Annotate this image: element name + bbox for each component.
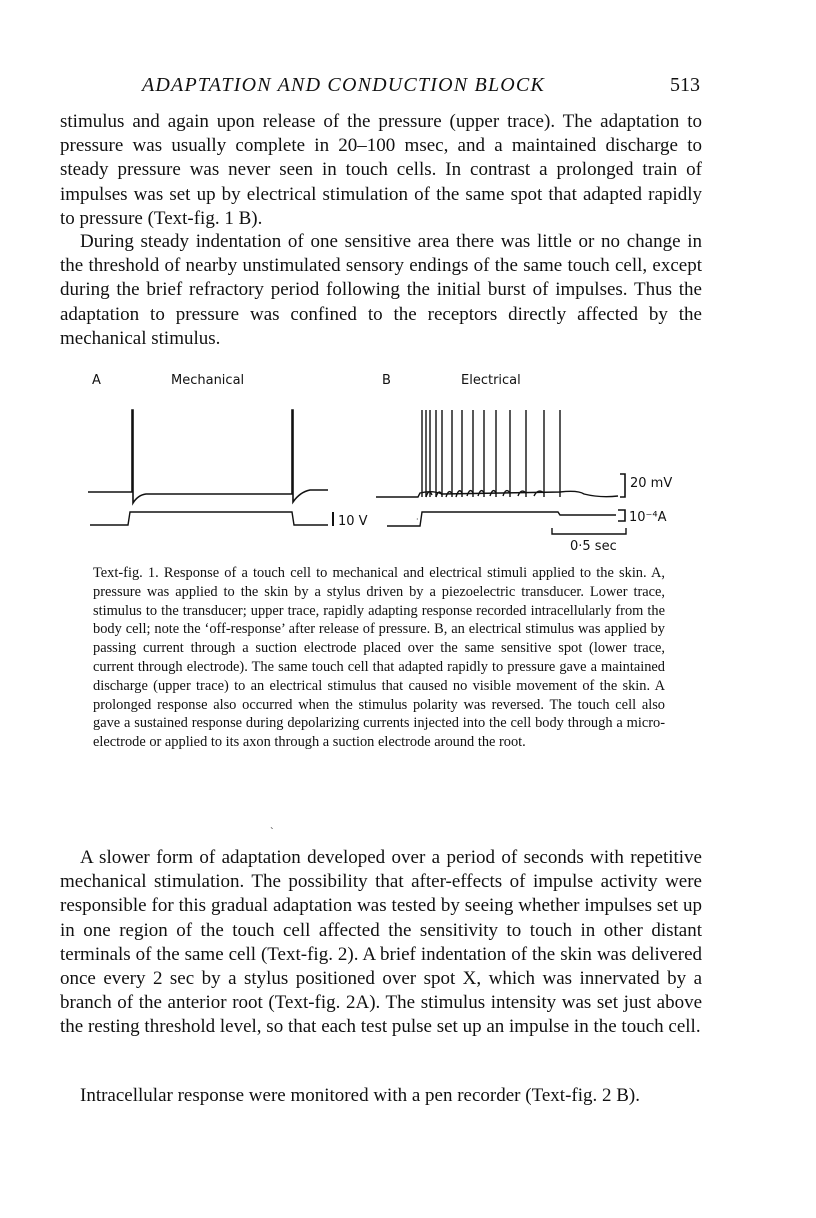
text-figure-1 xyxy=(60,360,720,560)
panel-b-current-trace xyxy=(387,512,616,526)
body-paragraph-4: Intracellular response were monitored with a pen recorder (Text-fig. 2 B). xyxy=(80,1085,640,1106)
panel-b-title: Electrical xyxy=(461,373,521,388)
figure-traces xyxy=(60,360,720,560)
panel-b-letter: B xyxy=(382,373,391,388)
panel-b-voltage-bracket xyxy=(620,474,625,497)
panel-a-letter: A xyxy=(92,373,101,388)
panel-a-response-trace xyxy=(88,410,328,503)
body-paragraph-1: stimulus and again upon release of the pressure (upper trace). The adaptation to pressure was usually complete in 20–100 msec, and a maintained discharge to steady pressure was never seen in touch cells. In contrast a prolonged train of impulses was set up by electrical stimulation of the same spot that adapted rapidly to pressure (Text-fig. 1 B). xyxy=(60,111,702,229)
stray-mark: ` xyxy=(270,826,274,838)
panel-b-current-bracket xyxy=(618,510,625,521)
running-head xyxy=(60,72,700,98)
figure-caption: Text-fig. 1. Response of a touch cell to mechanical and electrical stimuli applied to the skin. A, pressure was applied to the skin by a stylus driven by a piezoelectric transducer. Lower trace, stimulus to the transducer; upper trace, rapidly adapting response recorded intracellularly from the body cell; note the ‘off-response’ after release of pressure. B, an electrical stimulus was applied by passing current through a suction electrode placed over the same sensitive spot (lower trace, current through electrode). The same touch cell that adapted rapidly to pressure gave a maintained discharge (upper trace) to an electrical stimulus that caused no visible movement of the skin. A prolonged response also occurred when the stimulus polarity was reversed. The touch cell also gave a sustained response during depolarizing currents injected into the cell body through a micro-electrode or applied to its axon through a suction electrode around the root. xyxy=(93,565,665,751)
panel-b-time-bar xyxy=(552,528,626,534)
panel-b-current-label: 10⁻⁴A xyxy=(629,510,667,525)
panel-b-time-label: 0·5 sec xyxy=(570,539,617,554)
panel-a-scale-label: 10 V xyxy=(338,514,368,529)
page-number: 513 xyxy=(670,74,700,96)
panel-b-dot-mark: · xyxy=(416,515,419,524)
panel-a-title: Mechanical xyxy=(171,373,245,388)
panel-a-stimulus-trace xyxy=(90,512,328,525)
body-paragraph-3: A slower form of adaptation developed over a period of seconds with repetitive mechanical stimulation. The possibility that after-effects of impulse activity were responsible for this gradual adaptation was tested by seeing whether impulses set up in one region of the touch cell affected the sensitivity to touch in other distant terminals of the same cell (Text-fig. 2). A brief indentation of the skin was delivered once every 2 sec by a stylus positioned over spot X, which was innervated by a branch of the anterior root (Text-fig. 2A). The stimulus intensity was set just above the resting threshold level, so that each test pulse set up an impulse in the touch cell. xyxy=(60,847,702,1038)
panel-b-response-trace xyxy=(376,410,618,497)
body-paragraph-2: During steady indentation of one sensitive area there was little or no change in the threshold of nearby unstimulated sensory endings of the same touch cell, except during the brief refractory period following the initial burst of impulses. Thus the adaptation to pressure was confined to the receptors directly affected by the mechanical stimulus. xyxy=(60,231,702,349)
panel-b-voltage-label: 20 mV xyxy=(630,476,673,491)
running-title: ADAPTATION AND CONDUCTION BLOCK xyxy=(142,74,545,96)
